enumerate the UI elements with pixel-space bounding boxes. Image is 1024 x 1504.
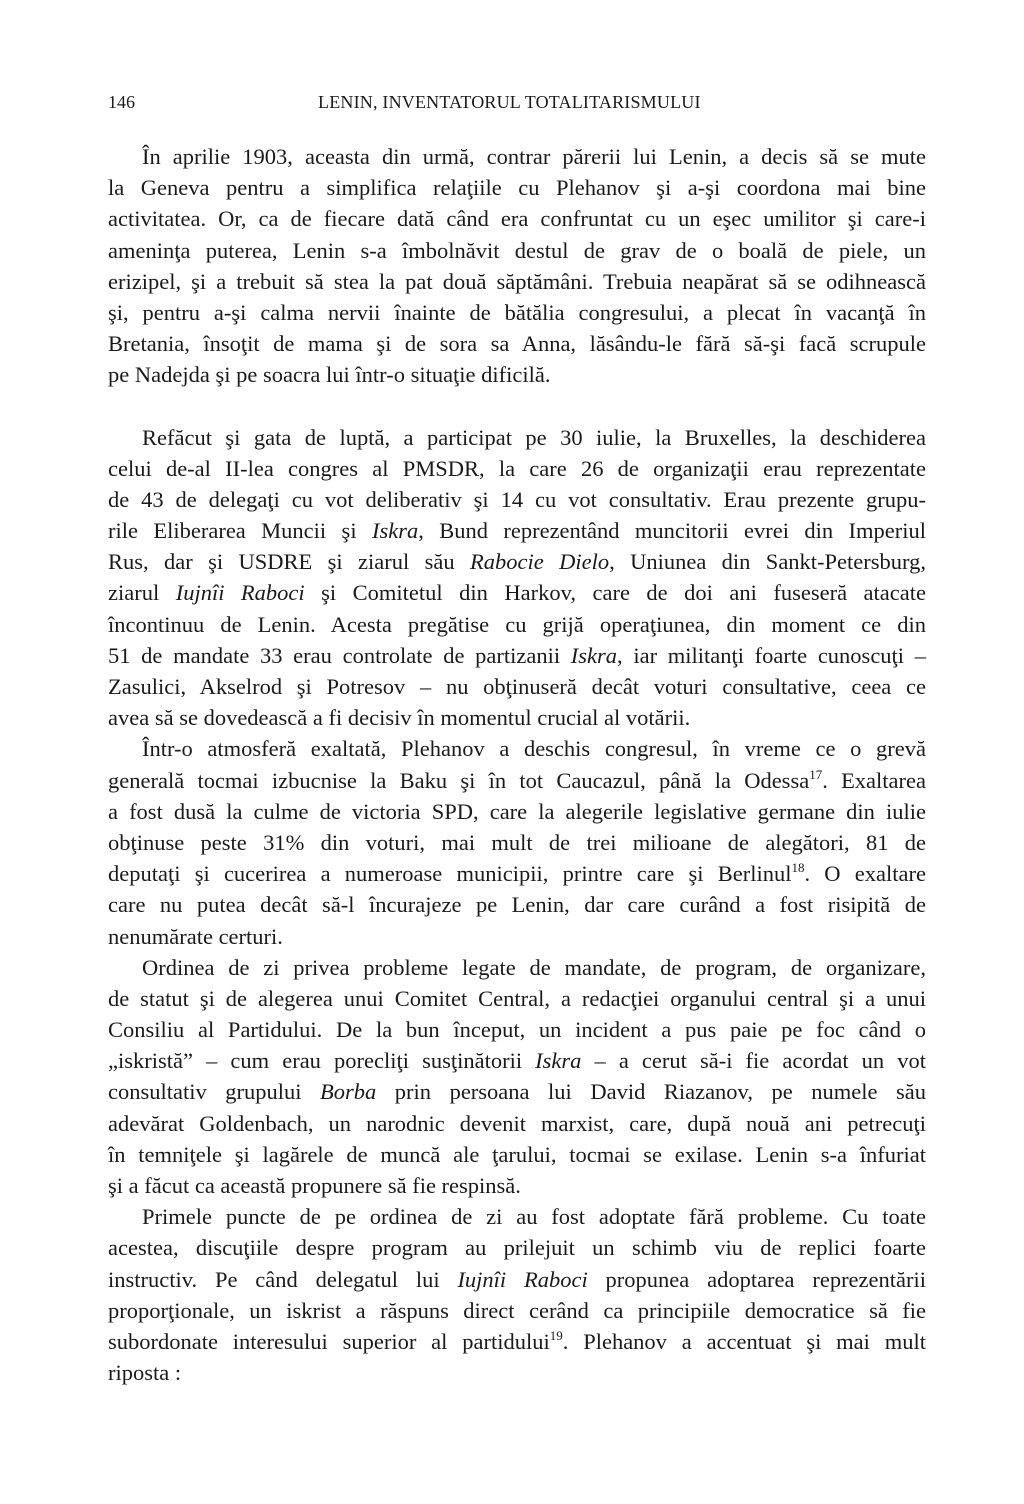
text-run: Într-o atmosferă exaltată, Plehanov a deschis congresul, în vreme ce o grevă [142,736,926,762]
text-run: , iar militanţi foarte cunoscuţi – [617,642,926,668]
text-run: adevărat Goldenbach, un narodnic devenit marxist, care, după nouă ani petrecuţi [108,1110,926,1136]
text-run: Ordinea de zi privea probleme legate de mandate, de program, de organizare, [142,954,926,980]
paragraph [108,141,926,391]
text-run: acestea, discuţiile despre program au prilejuit un schimb viu de replici foarte [108,1235,926,1261]
text-run: . Exaltarea [822,767,927,793]
text-line [108,1357,926,1388]
text-run: proporţionale, un iskrist a răspuns direct cerând ca principiile democratice să fie [108,1297,926,1323]
text-run: de statut şi de alegerea unui Comitet Central, a redacţiei organului central şi a unui [108,985,926,1011]
text-run: consultativ grupului [108,1079,321,1105]
text-line [108,422,926,453]
body-text [108,141,926,1388]
text-line [108,1170,926,1201]
text-run: obţinuse peste 31% din voturi, mai mult de trei milioane de alegători, 81 de [108,829,926,855]
text-run: – a cerut să-i fie acordat un vot [581,1048,926,1074]
text-line [108,1326,926,1357]
text-run: . O exaltare [804,861,926,887]
text-run: deputaţi şi cucerirea a numeroase municipii, printre care şi Berlinul [108,861,792,887]
text-line [108,203,926,234]
page-number: 146 [108,92,135,112]
text-run: instructiv. Pe când delegatul lui [108,1266,458,1292]
text-line [108,1264,926,1295]
italic-title: Iskra [570,642,618,668]
text-run: pe Nadejda şi pe soacra lui într-o situaţie dificilă. [108,362,551,388]
italic-title: Iskra [371,518,419,544]
text-line [108,1014,926,1045]
text-run: propunea adoptarea reprezentării [587,1266,927,1292]
footnote-ref: 19 [549,1327,563,1343]
text-run: 51 de mandate 33 erau controlate de partizanii [108,642,571,668]
text-run: activitatea. Or, ca de fiecare dată când era confruntat cu un eşec umilitor şi care-i [108,206,926,232]
text-line [108,983,926,1014]
text-run: prin persoana lui David Riazanov, pe numele său [376,1079,926,1105]
text-line [108,453,926,484]
text-run: Zasulici, Akselrod şi Potresov – nu obţinuseră decât voturi consultative, ceea ce [108,674,926,699]
paragraph [108,952,926,1202]
text-run: la Geneva pentru a simplifica relaţiile cu Plehanov şi a-şi coordona mai bine [108,175,926,201]
footnote-ref: 18 [791,860,805,876]
text-run: a fost dusă la culme de victoria SPD, care la alegerile legislative germane din iulie [108,798,926,824]
text-run: care nu putea decât să-l încurajeze pe Lenin, dar care curând a fost risipită de [108,892,926,918]
text-line [108,889,926,920]
text-line [108,172,926,203]
text-line [108,1295,926,1326]
text-line [108,733,926,764]
text-run: ameninţa puterea, Lenin s-a îmbolnăvit destul de grav de o boală de piele, un [108,237,926,263]
italic-title: Rabocie Dielo [469,549,610,575]
text-run: generală tocmai izbucnise la Baku şi în tot Caucazul, până la Odessa [108,767,810,793]
text-line [108,1076,926,1107]
paragraph [108,733,926,951]
text-run: erizipel, şi a trebuit să stea la pat două săptămâni. Trebuia neapărat să se odihnească [108,268,926,294]
text-line [108,546,926,577]
footnote-ref: 17 [809,766,823,782]
text-run: şi, pentru a-şi calma nervii înainte de bătălia congresului, a plecat în vacanţă în [108,299,926,325]
italic-title: Borba [320,1079,377,1105]
text-line [108,1139,926,1170]
text-run: celui de-al II-lea congres al PMSDR, la care 26 de organizaţii erau reprezentate [108,455,926,481]
text-line [108,141,926,172]
text-line [108,235,926,266]
text-line [108,359,926,390]
text-run: de 43 de delegaţi cu vot deliberativ şi 14 cu vot consultativ. Erau prezente grupu- [108,486,926,512]
text-line [108,1232,926,1263]
text-line [108,515,926,546]
text-run: şi Comitetul din Harkov, care de doi ani fuseseră atacate [304,580,926,606]
text-line [108,266,926,297]
paragraph-gap [108,391,926,422]
text-line [108,671,926,702]
paragraph [108,422,926,734]
running-header [108,88,926,118]
text-run: ziarul [108,580,176,606]
text-run: riposta : [108,1360,182,1386]
italic-title: Iujnîi Raboci [457,1266,588,1292]
text-line [108,921,926,952]
text-line [108,796,926,827]
text-line [108,1108,926,1139]
text-line [108,577,926,608]
text-line [108,952,926,983]
text-run: Consiliu al Partidului. De la bun început, un incident a pus paie pe foc când o [108,1017,926,1043]
italic-title: Iujnîi Raboci [175,580,305,606]
text-line [108,297,926,328]
text-run: „iskristă” – cum erau porecliţi susţinătorii [108,1048,536,1074]
text-run: Primele puncte de pe ordinea de zi au fost adoptate fără probleme. Cu toate [142,1204,926,1230]
text-run: rile Eliberarea Muncii şi [108,518,372,544]
text-line [108,702,926,733]
text-line [108,1201,926,1232]
text-line [108,484,926,515]
paragraph [108,1201,926,1388]
text-run: Rus, dar şi USDRE şi ziarul său [108,549,470,575]
text-line [108,328,926,359]
running-title: LENIN, INVENTATORUL TOTALITARISMULUI [318,92,701,112]
text-run: , Bund reprezentând muncitorii evrei din Imperiul [418,518,926,544]
italic-title: Iskra [535,1048,582,1074]
text-line [108,765,926,796]
text-run: . Plehanov a accentuat şi mai mult [562,1328,926,1354]
text-run: subordonate interesului superior al partidului [108,1328,550,1354]
text-run: În aprilie 1903, aceasta din urmă, contrar părerii lui Lenin, a decis să se mute [142,144,926,169]
text-run: , Uniunea din Sankt-Petersburg, [609,549,926,575]
text-run: şi a făcut ca această propunere să fie respinsă. [108,1173,521,1198]
text-run: Bretania, însoţit de mama şi de sora sa Anna, lăsându-le fără să-şi facă scrupule [108,331,926,357]
text-line [108,858,926,889]
text-line [108,1045,926,1076]
text-line [108,609,926,640]
text-run: nenumărate certuri. [108,923,283,949]
text-run: avea să se dovedească a fi decisiv în momentul crucial al votării. [108,705,691,731]
text-line [108,640,926,671]
text-line [108,827,926,858]
text-run: încontinuu de Lenin. Acesta pregătise cu grijă operaţiunea, din moment ce din [108,611,926,637]
text-run: în temniţele şi lagărele de muncă ale ţarului, tocmai se exilase. Lenin s-a înfuriat [108,1141,926,1167]
text-run: Refăcut şi gata de luptă, a participat pe 30 iulie, la Bruxelles, la deschiderea [142,424,926,450]
